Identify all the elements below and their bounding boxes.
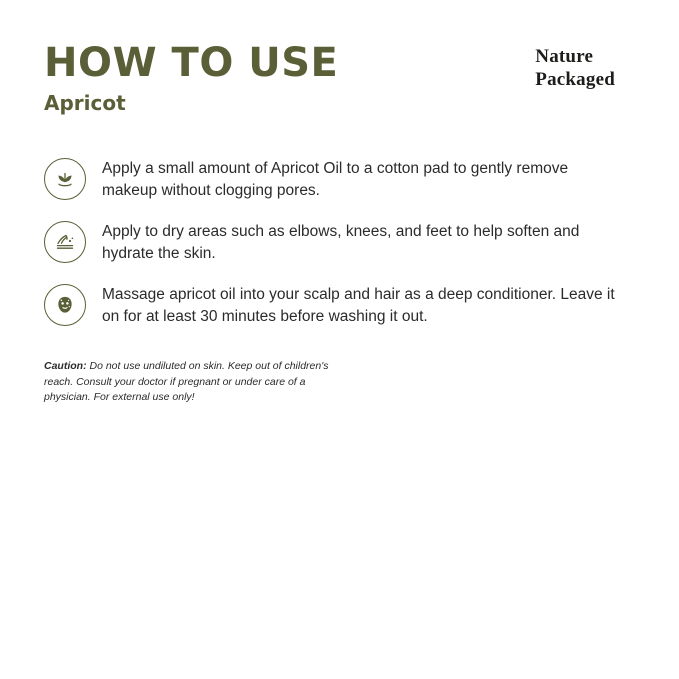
list-item [44,282,635,329]
usage-text: Massage apricot oil into your scalp and hair as a deep conditioner. Leave it on for at least 30 minutes before washing it out. [102,285,615,326]
brand-logo [535,40,635,92]
caution-label: Caution: [44,359,87,372]
list-item [44,219,635,266]
brand-line-2: Packaged [535,68,615,90]
product-name: Apricot [44,91,126,115]
caution-text: Do not use undiluted on skin. Keep out of children's reach. Consult your doctor if pregnant or under care of a physician. For external use only! [44,359,329,404]
face-mask-icon [44,284,86,326]
usage-text: Apply a small amount of Apricot Oil to a cotton pad to gently remove makeup without clogging pores. [102,160,569,200]
caution-note [44,359,344,406]
skin-layer-icon [44,221,86,263]
leaf-cotton-pad-icon [44,158,86,200]
page-header [44,40,635,114]
usage-instructions-list [44,156,635,329]
title-block [44,40,338,114]
brand-line-1: Nature [535,46,594,67]
list-item [44,156,635,203]
usage-text: Apply to dry areas such as elbows, knees, and feet to help soften and hydrate the skin. [102,222,580,263]
page-title: HOW TO USE [44,40,339,86]
